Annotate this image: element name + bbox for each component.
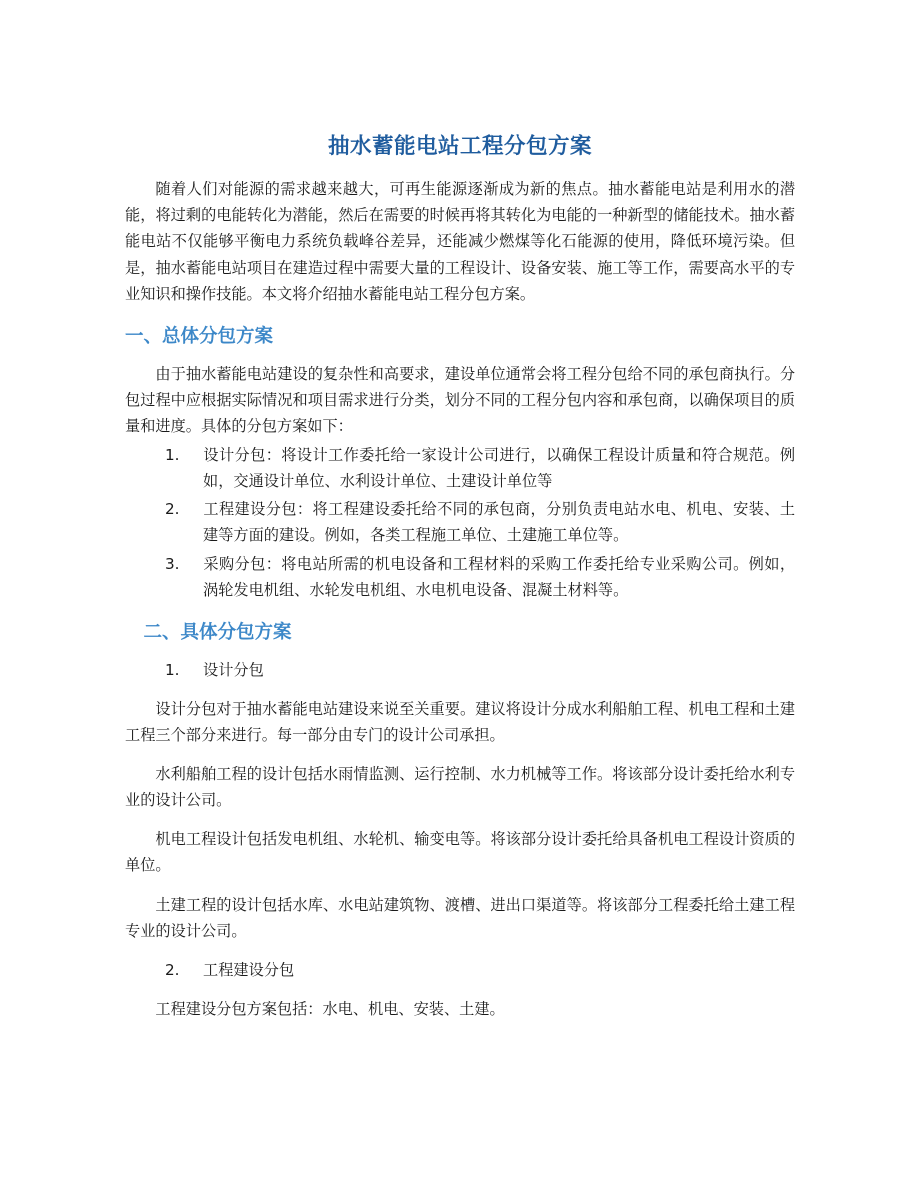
section-heading-2: 二、具体分包方案 bbox=[143, 621, 292, 643]
page-title: 抽水蓄能电站工程分包方案 bbox=[327, 134, 592, 159]
list-item-number: 3. bbox=[165, 554, 180, 573]
subsection-title: 工程建设分包 bbox=[203, 960, 295, 979]
section-1-list bbox=[125, 442, 795, 603]
subsection-number: 2. bbox=[165, 960, 180, 979]
list-item-text: 设计分包：将设计工作委托给一家设计公司进行，以确保工程设计质量和符合规范。例如，交通设计单位、水利设计单位、土建设计单位等 bbox=[203, 445, 795, 491]
subsection-2-paragraph-1: 工程建设分包方案包括：水电、机电、安装、土建。 bbox=[155, 999, 505, 1018]
list-item bbox=[125, 442, 795, 494]
section-heading-1: 一、总体分包方案 bbox=[125, 325, 274, 347]
list-item-number: 2. bbox=[165, 500, 180, 519]
subsection-1-paragraph-4: 土建工程的设计包括水库、水电站建筑物、渡槽、进出口渠道等。将该部分工程委托给土建工程专业的设计公司。 bbox=[125, 895, 795, 940]
subsection-title: 设计分包 bbox=[203, 660, 264, 679]
list-item-text: 工程建设分包：将工程建设委托给不同的承包商，分别负责电站水电、机电、安装、土建等方面的建设。例如，各类工程施工单位、土建施工单位等。 bbox=[203, 500, 795, 545]
intro-paragraph: 随着人们对能源的需求越来越大，可再生能源逐渐成为新的焦点。抽水蓄能电站是利用水的潜能，将过剩的电能转化为潜能，然后在需要的时候再将其转化为电能的一种新型的储能技术。抽水蓄能电站不仅能够平衡电力系统负载峰谷差异，还能减少燃煤等化石能源的使用，降低环境污染。但是，抽水蓄能电站项目在建造过程中需要大量的工程设计、设备安装、施工等工作，需要高水平的专业知识和操作技能。本文将介绍抽水蓄能电站工程分包方案。 bbox=[125, 180, 795, 303]
list-item bbox=[125, 496, 795, 548]
subsection-1-paragraph-1: 设计分包对于抽水蓄能电站建设来说至关重要。建议将设计分成水利船舶工程、机电工程和土建工程三个部分来进行。每一部分由专门的设计公司承担。 bbox=[125, 699, 795, 744]
subsection-1-paragraph-3: 机电工程设计包括发电机组、水轮机、输变电等。将该部分设计委托给具备机电工程设计资质的单位。 bbox=[125, 830, 795, 875]
subsection-label-1 bbox=[125, 657, 795, 683]
list-item-number: 1. bbox=[165, 445, 180, 464]
section-1-lead: 由于抽水蓄能电站建设的复杂性和高要求，建设单位通常会将工程分包给不同的承包商执行。分包过程中应根据实际情况和项目需求进行分类，划分不同的工程分包内容和承包商，以确保项目的质量和进度。具体的分包方案如下： bbox=[125, 364, 795, 435]
subsection-1-paragraph-2: 水利船舶工程的设计包括水雨情监测、运行控制、水力机械等工作。将该部分设计委托给水利专业的设计公司。 bbox=[125, 764, 795, 810]
list-item-text: 采购分包：将电站所需的机电设备和工程材料的采购工作委托给专业采购公司。例如，涡轮发电机组、水轮发电机组、水电机电设备、混凝土材料等。 bbox=[203, 554, 795, 599]
subsection-number: 1. bbox=[165, 660, 180, 679]
subsection-label-2 bbox=[125, 957, 795, 983]
list-item bbox=[125, 551, 795, 603]
